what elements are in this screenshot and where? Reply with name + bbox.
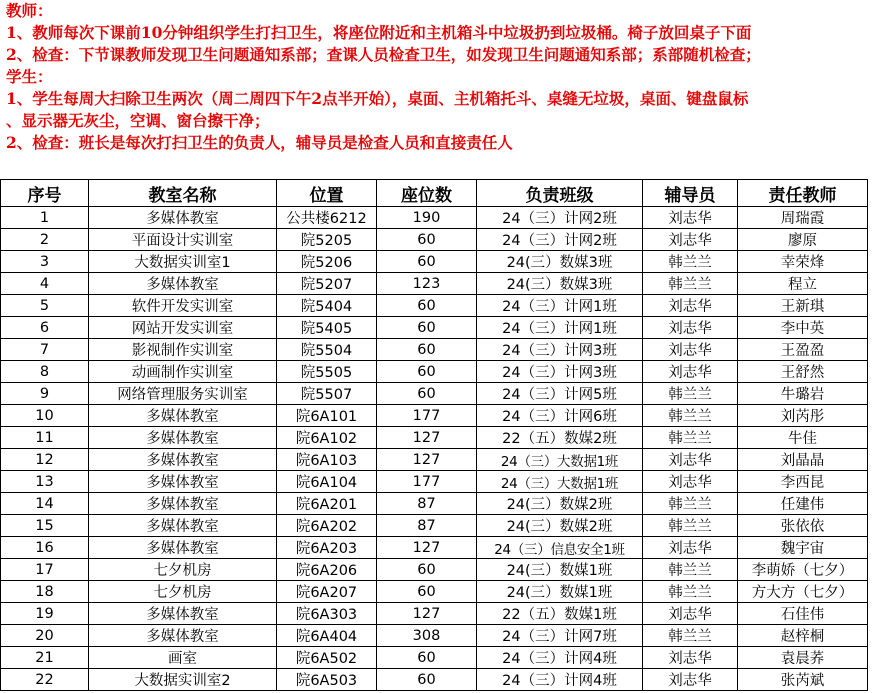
cell-location: 院6A103 [277, 449, 377, 471]
cell-room-name: 多媒体教室 [89, 603, 277, 625]
cell-location: 院6A206 [277, 559, 377, 581]
cell-class: 24（三）计网1班 [477, 295, 643, 317]
cell-seats: 127 [377, 603, 477, 625]
cell-seats: 87 [377, 515, 477, 537]
cell-seats: 127 [377, 427, 477, 449]
table-row [1, 229, 868, 251]
cell-counselor: 刘志华 [643, 229, 738, 251]
cell-seats: 127 [377, 449, 477, 471]
cell-seats: 190 [377, 207, 477, 229]
cell-teacher: 李萌娇（七夕） [738, 559, 868, 581]
cell-counselor: 刘志华 [643, 603, 738, 625]
cell-location: 院6A101 [277, 405, 377, 427]
cell-class: 24(三）数媒2班 [477, 493, 643, 515]
col-header-class: 负责班级 [477, 180, 643, 207]
cell-counselor: 刘志华 [643, 317, 738, 339]
cell-counselor: 韩兰兰 [643, 625, 738, 647]
cell-index: 11 [1, 427, 89, 449]
cell-room-name: 多媒体教室 [89, 625, 277, 647]
cell-class: 24(三）数媒1班 [477, 581, 643, 603]
cell-counselor: 刘志华 [643, 449, 738, 471]
table-row [1, 251, 868, 273]
teacher-rule-2: 2、检查：下节课教师发现卫生问题通知系部；查课人员检查卫生，如发现卫生问题通知系部；系部随机检查； [6, 45, 761, 64]
cell-counselor: 韩兰兰 [643, 251, 738, 273]
cell-counselor: 韩兰兰 [643, 383, 738, 405]
classroom-duty-table [0, 179, 868, 691]
cell-location: 院6A202 [277, 515, 377, 537]
cell-room-name: 多媒体教室 [89, 273, 277, 295]
cell-teacher: 王盈盈 [738, 339, 868, 361]
cell-location: 院5207 [277, 273, 377, 295]
cell-index: 19 [1, 603, 89, 625]
cell-location: 院5507 [277, 383, 377, 405]
cell-counselor: 刘志华 [643, 537, 738, 559]
cell-counselor: 韩兰兰 [643, 427, 738, 449]
cell-seats: 87 [377, 493, 477, 515]
cell-index: 22 [1, 669, 89, 691]
header-row [1, 180, 868, 207]
cell-index: 9 [1, 383, 89, 405]
cell-class: 24（三）计网3班 [477, 339, 643, 361]
cell-location: 院5205 [277, 229, 377, 251]
cell-class: 24（三）计网4班 [477, 669, 643, 691]
cell-room-name: 多媒体教室 [89, 537, 277, 559]
cell-class: 24（三）计网4班 [477, 647, 643, 669]
cell-seats: 60 [377, 581, 477, 603]
table-row [1, 427, 868, 449]
table-row [1, 537, 868, 559]
cell-class: 24（三）计网5班 [477, 383, 643, 405]
cell-teacher: 赵梓桐 [738, 625, 868, 647]
cell-counselor: 刘志华 [643, 471, 738, 493]
cell-room-name: 多媒体教室 [89, 405, 277, 427]
cell-counselor: 韩兰兰 [643, 493, 738, 515]
cell-teacher: 程立 [738, 273, 868, 295]
col-header-room-name: 教室名称 [89, 180, 277, 207]
table-row [1, 339, 868, 361]
cell-counselor: 刘志华 [643, 295, 738, 317]
cell-location: 院6A201 [277, 493, 377, 515]
cell-seats: 308 [377, 625, 477, 647]
cell-class: 24（三）计网2班 [477, 207, 643, 229]
cell-index: 18 [1, 581, 89, 603]
table-row [1, 317, 868, 339]
cell-teacher: 牛璐岩 [738, 383, 868, 405]
cell-counselor: 刘志华 [643, 647, 738, 669]
cell-teacher: 王舒然 [738, 361, 868, 383]
cell-teacher: 李西昆 [738, 471, 868, 493]
cell-counselor: 刘志华 [643, 361, 738, 383]
cell-index: 12 [1, 449, 89, 471]
table-row [1, 581, 868, 603]
cell-location: 院6A502 [277, 647, 377, 669]
cell-teacher: 魏宇宙 [738, 537, 868, 559]
cell-room-name: 动画制作实训室 [89, 361, 277, 383]
col-header-counselor: 辅导员 [643, 180, 738, 207]
cell-counselor: 韩兰兰 [643, 405, 738, 427]
cell-class: 24（三）计网7班 [477, 625, 643, 647]
cell-index: 7 [1, 339, 89, 361]
cell-seats: 60 [377, 647, 477, 669]
cell-location: 院5404 [277, 295, 377, 317]
table-row [1, 383, 868, 405]
cell-index: 13 [1, 471, 89, 493]
table-row [1, 669, 868, 691]
cell-teacher: 廖原 [738, 229, 868, 251]
col-header-index: 序号 [1, 180, 89, 207]
cell-seats: 60 [377, 361, 477, 383]
table-row [1, 295, 868, 317]
teacher-rule-1: 1、教师每次下课前10分钟组织学生打扫卫生，将座位附近和主机箱斗中垃圾扔到垃圾桶。椅子放回桌子下面 [6, 23, 752, 42]
cell-room-name: 七夕机房 [89, 581, 277, 603]
cell-seats: 60 [377, 559, 477, 581]
cell-room-name: 多媒体教室 [89, 449, 277, 471]
table-row [1, 361, 868, 383]
cell-seats: 127 [377, 537, 477, 559]
table-row [1, 559, 868, 581]
table-row [1, 603, 868, 625]
cell-index: 16 [1, 537, 89, 559]
cell-location: 院6A404 [277, 625, 377, 647]
table-row [1, 647, 868, 669]
cell-teacher: 张依依 [738, 515, 868, 537]
cell-teacher: 王新琪 [738, 295, 868, 317]
cell-teacher: 石佳伟 [738, 603, 868, 625]
cleaning-rules [0, 0, 891, 178]
table-row [1, 493, 868, 515]
cell-location: 院6A207 [277, 581, 377, 603]
cell-room-name: 大数据实训室2 [89, 669, 277, 691]
cell-location: 院6A303 [277, 603, 377, 625]
cell-class: 22（五）数媒1班 [477, 603, 643, 625]
cell-counselor: 刘志华 [643, 669, 738, 691]
cell-index: 10 [1, 405, 89, 427]
cell-seats: 60 [377, 317, 477, 339]
cell-index: 20 [1, 625, 89, 647]
cell-class: 24（三）大数据1班 [477, 471, 643, 493]
table-row [1, 449, 868, 471]
cell-location: 院6A104 [277, 471, 377, 493]
cell-index: 21 [1, 647, 89, 669]
cell-counselor: 韩兰兰 [643, 515, 738, 537]
cell-seats: 60 [377, 383, 477, 405]
cell-location: 院5405 [277, 317, 377, 339]
cell-seats: 60 [377, 339, 477, 361]
cell-index: 2 [1, 229, 89, 251]
cell-counselor: 韩兰兰 [643, 581, 738, 603]
col-header-location: 位置 [277, 180, 377, 207]
cell-location: 院5505 [277, 361, 377, 383]
cell-index: 14 [1, 493, 89, 515]
cell-teacher: 李中英 [738, 317, 868, 339]
cell-room-name: 平面设计实训室 [89, 229, 277, 251]
cell-teacher: 刘晶晶 [738, 449, 868, 471]
cell-room-name: 画室 [89, 647, 277, 669]
cell-seats: 60 [377, 669, 477, 691]
table-row [1, 471, 868, 493]
cell-seats: 177 [377, 471, 477, 493]
cell-seats: 60 [377, 251, 477, 273]
cell-location: 院5504 [277, 339, 377, 361]
cell-room-name: 软件开发实训室 [89, 295, 277, 317]
cell-room-name: 大数据实训室1 [89, 251, 277, 273]
cell-location: 院5206 [277, 251, 377, 273]
cell-teacher: 牛佳 [738, 427, 868, 449]
cell-room-name: 七夕机房 [89, 559, 277, 581]
cell-class: 24（三）信息安全1班 [477, 537, 643, 559]
cell-class: 24（三）大数据1班 [477, 449, 643, 471]
cell-teacher: 任建伟 [738, 493, 868, 515]
cell-teacher: 袁晨荞 [738, 647, 868, 669]
student-rule-2: 2、检查：班长是每次打扫卫生的负责人，辅导员是检查人员和直接责任人 [6, 133, 513, 152]
cell-teacher: 周瑞霞 [738, 207, 868, 229]
cell-room-name: 多媒体教室 [89, 427, 277, 449]
table-row [1, 625, 868, 647]
cell-index: 3 [1, 251, 89, 273]
cell-index: 6 [1, 317, 89, 339]
cell-class: 24（三）计网3班 [477, 361, 643, 383]
cell-seats: 60 [377, 295, 477, 317]
cell-index: 8 [1, 361, 89, 383]
cell-counselor: 刘志华 [643, 207, 738, 229]
cell-teacher: 方大方（七夕） [738, 581, 868, 603]
table-row [1, 273, 868, 295]
cell-room-name: 影视制作实训室 [89, 339, 277, 361]
cell-room-name: 多媒体教室 [89, 207, 277, 229]
cell-class: 24（三）计网1班 [477, 317, 643, 339]
cell-class: 24(三）数媒3班 [477, 251, 643, 273]
cell-room-name: 多媒体教室 [89, 471, 277, 493]
cell-teacher: 刘芮彤 [738, 405, 868, 427]
student-heading: 学生： [6, 67, 53, 86]
cell-index: 5 [1, 295, 89, 317]
cell-seats: 123 [377, 273, 477, 295]
table-row [1, 207, 868, 229]
cell-counselor: 韩兰兰 [643, 559, 738, 581]
col-header-seats: 座位数 [377, 180, 477, 207]
cell-index: 17 [1, 559, 89, 581]
cell-class: 24(三）数媒1班 [477, 559, 643, 581]
cell-index: 15 [1, 515, 89, 537]
cell-class: 24(三）数媒2班 [477, 515, 643, 537]
cell-room-name: 多媒体教室 [89, 493, 277, 515]
cell-teacher: 幸荣烽 [738, 251, 868, 273]
cell-counselor: 韩兰兰 [643, 273, 738, 295]
student-rule-1: 1、学生每周大扫除卫生两次（周二周四下午2点半开始），桌面、主机箱托斗、桌缝无垃圾，桌面、键盘鼠标 [6, 89, 749, 108]
cell-location: 院6A102 [277, 427, 377, 449]
cell-class: 24(三）数媒3班 [477, 273, 643, 295]
cell-index: 1 [1, 207, 89, 229]
cell-seats: 60 [377, 229, 477, 251]
cell-seats: 177 [377, 405, 477, 427]
cell-teacher: 张芮斌 [738, 669, 868, 691]
cell-room-name: 多媒体教室 [89, 515, 277, 537]
student-rule-1-continued: 、显示器无灰尘，空调、窗台擦干净； [6, 111, 270, 130]
cell-room-name: 网站开发实训室 [89, 317, 277, 339]
cell-location: 公共楼6212 [277, 207, 377, 229]
table-row [1, 405, 868, 427]
cell-room-name: 网络管理服务实训室 [89, 383, 277, 405]
cell-class: 24（三）计网2班 [477, 229, 643, 251]
cell-class: 22（五）数媒2班 [477, 427, 643, 449]
cell-location: 院6A503 [277, 669, 377, 691]
cell-index: 4 [1, 273, 89, 295]
cell-counselor: 刘志华 [643, 339, 738, 361]
col-header-teacher: 责任教师 [738, 180, 868, 207]
teacher-heading: 教师： [6, 1, 53, 20]
cell-location: 院6A203 [277, 537, 377, 559]
table-row [1, 515, 868, 537]
cell-class: 24（三）计网6班 [477, 405, 643, 427]
